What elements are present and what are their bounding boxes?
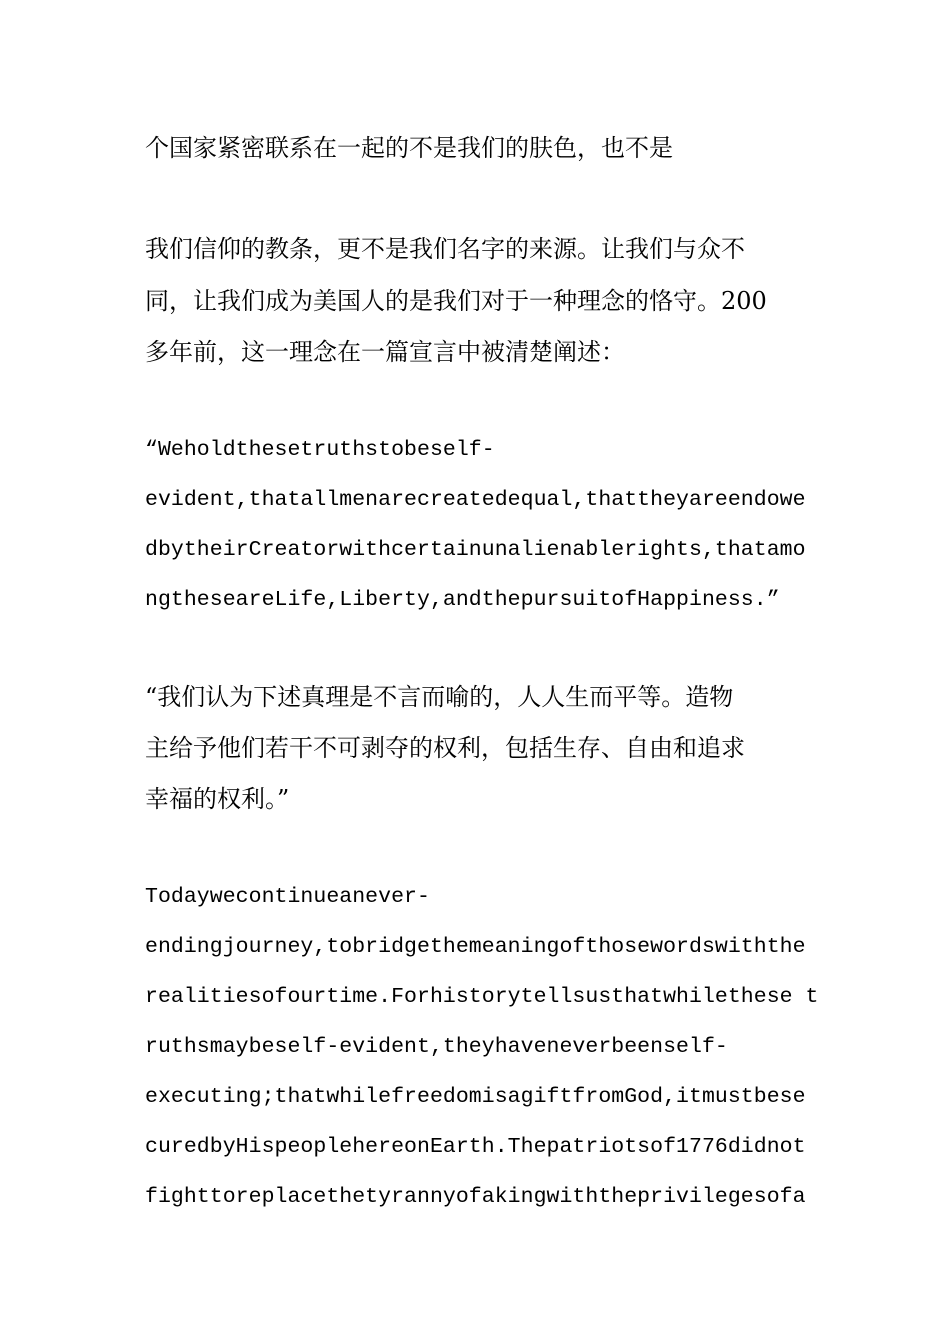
text-line: “Weholdthesetruthstobeself- xyxy=(145,438,495,462)
text-line: fighttoreplacethetyrannyofakingwiththeprivilegesofa xyxy=(145,1185,806,1209)
text-line: 同，让我们成为美国人的是我们对于一种理念的恪守。200 xyxy=(145,287,767,315)
text-line: endingjourney,tobridgethemeaningofthosewordswiththe xyxy=(145,935,806,959)
text-line: 幸福的权利。” xyxy=(145,785,290,813)
text-line: 主给予他们若干不可剥夺的权利，包括生存、自由和追求 xyxy=(145,734,745,762)
text-line: ngthesearеLife,Liberty,andthepursuitofHappiness.” xyxy=(145,588,780,612)
text-line: executing;thatwhilefreedomisagiftfromGod,itmustbese xyxy=(145,1085,806,1109)
text-line: Todaywecontinueanever- xyxy=(145,885,430,909)
text-line: curedbyHispeoplehereonEarth.Thepatriotsof1776didnot xyxy=(145,1135,806,1159)
text-line: “我们认为下述真理是不言而喻的，人人生而平等。造物 xyxy=(145,683,734,711)
text-line: 我们信仰的教条，更不是我们名字的来源。让我们与众不 xyxy=(145,235,745,263)
text-line: 个国家紧密联系在一起的不是我们的肤色，也不是 xyxy=(145,134,673,162)
text-line: realitiesofourtime.Forhistorytellsusthatwhilethese t xyxy=(145,985,819,1009)
text-line: 多年前，这一理念在一篇宣言中被清楚阐述： xyxy=(145,338,625,366)
text-line: evident,thatallmenarecreatedequal,thattheyareendowe xyxy=(145,488,806,512)
text-line: ruthsmaybeself-evident,theyhaveneverbeenself- xyxy=(145,1035,728,1059)
text-line: dbytheirCreatorwithcertainunalienablerights,thatamo xyxy=(145,538,806,562)
